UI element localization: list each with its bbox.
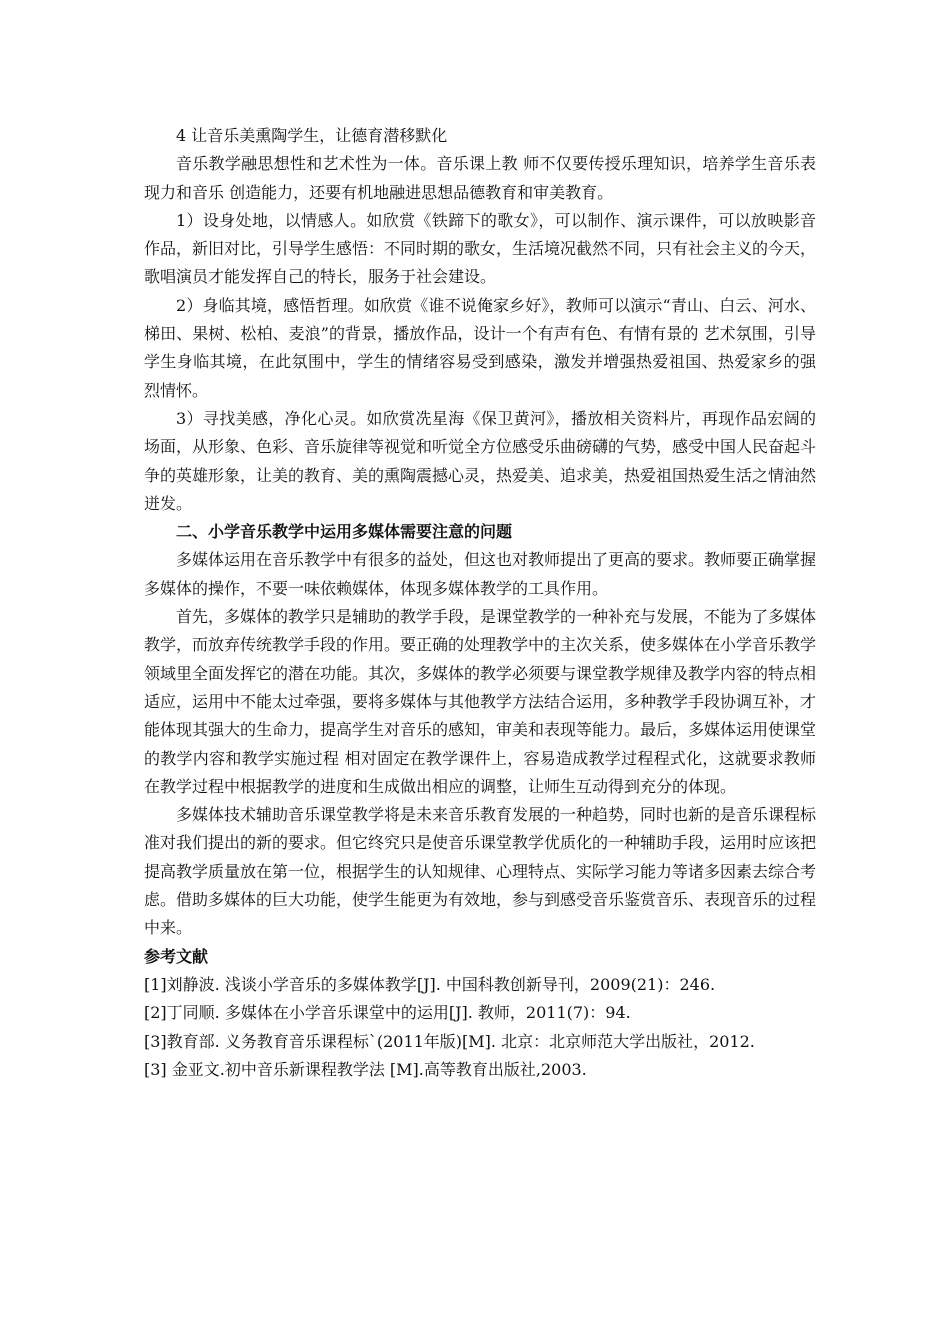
- paragraph: 首先，多媒体的教学只是辅助的教学手段，是课堂教学的一种补充与发展，不能为了多媒体教学，而放弃传统教学手段的作用。要正确的处理教学中的主次关系，使多媒体在小学音乐教学领域里全面发挥它的潜在功能。其次，多媒体的教学必须要与课堂教学规律及教学内容的特点相适应，运用中不能太过牵强，要将多媒体与其他教学方法结合运用，多种教学手段协调互补，才能体现其强大的生命力，提高学生对音乐的感知，审美和表现等能力。最后，多媒体运用使课堂的教学内容和教学实施过程 相对固定在教学课件上，容易造成教学过程程式化，这就要求教师在教学过程中根据教学的进度和生成做出相应的调整，让师生互动得到充分的体现。: [144, 607, 817, 796]
- document-page: [144, 122, 816, 1084]
- section-heading: 二、小学音乐教学中运用多媒体需要注意的问题: [176, 522, 513, 542]
- reference-item: [3] 金亚文.初中音乐新课程教学法 [M].高等教育出版社,2003.: [144, 1059, 587, 1079]
- paragraph: 2）身临其境，感悟哲理。如欣赏《谁不说俺家乡好》，教师可以演示“青山、白云、河水、梯田、果树、松柏、麦浪”的背景，播放作品，设计一个有声有色、有情有景的 艺术氛围，引导学生身临其境，在此氛围中，学生的情绪容易受到感染，激发并增强热爱祖国、热爱家乡的强 烈情怀。: [144, 295, 816, 400]
- paragraph: 3）寻找美感，净化心灵。如欣赏冼星海《保卫黄河》，播放相关资料片，再现作品宏阔的场面，从形象、色彩、音乐旋律等视觉和听觉全方位感受乐曲磅礴的气势，感受中国人民奋起斗争的英雄形象，让美的教育、美的熏陶震撼心灵，热爱美、追求美，热爱祖国热爱生活之情油然迸发。: [144, 408, 817, 513]
- paragraph: 1）设身处地，以情感人。如欣赏《铁蹄下的歌女》，可以制作、演示课件，可以放映影音作品，新旧对比，引导学生感悟：不同时期的歌女，生活境况截然不同，只有社会主义的今天，歌唱演员才能发挥自己的特长，服务于社会建设。: [144, 210, 817, 287]
- paragraph: 多媒体运用在音乐教学中有很多的益处，但这也对教师提出了更高的要求。教师要正确掌握多媒体的操作，不要一味依赖媒体，体现多媒体教学的工具作用。: [144, 550, 817, 598]
- reference-item: [2]丁同顺. 多媒体在小学音乐课堂中的运用[J]. 教师，2011(7)：94.: [144, 1003, 631, 1023]
- reference-item: [1]刘静波. 浅谈小学音乐的多媒体教学[J]. 中国科教创新导刊，2009(21)：246.: [144, 974, 716, 994]
- references-title: 参考文献: [144, 946, 209, 966]
- paragraph: 多媒体技术辅助音乐课堂教学将是未来音乐教育发展的一种趋势，同时也新的是音乐课程标准对我们提出的新的要求。但它终究只是使音乐课堂教学优质化的一种辅助手段，运用时应该把提高教学质量放在第一位，根据学生的认知规律、心理特点、实际学习能力等诸多因素去综合考虑。借助多媒体的巨大功能，使学生能更为有效地，参与到感受音乐鉴赏音乐、表现音乐的过程中来。: [144, 805, 817, 938]
- paragraph: 音乐教学融思想性和艺术性为一体。音乐课上教 师不仅要传授乐理知识，培养学生音乐表现力和音乐 创造能力，还要有机地融进思想品德教育和审美教育。: [144, 154, 816, 202]
- reference-item: [3]教育部. 义务教育音乐课程标`(2011年版)[M]. 北京：北京师范大学出版社，2012.: [144, 1031, 755, 1051]
- subsection-heading: 4 让音乐美熏陶学生，让德育潜移默化: [176, 126, 448, 145]
